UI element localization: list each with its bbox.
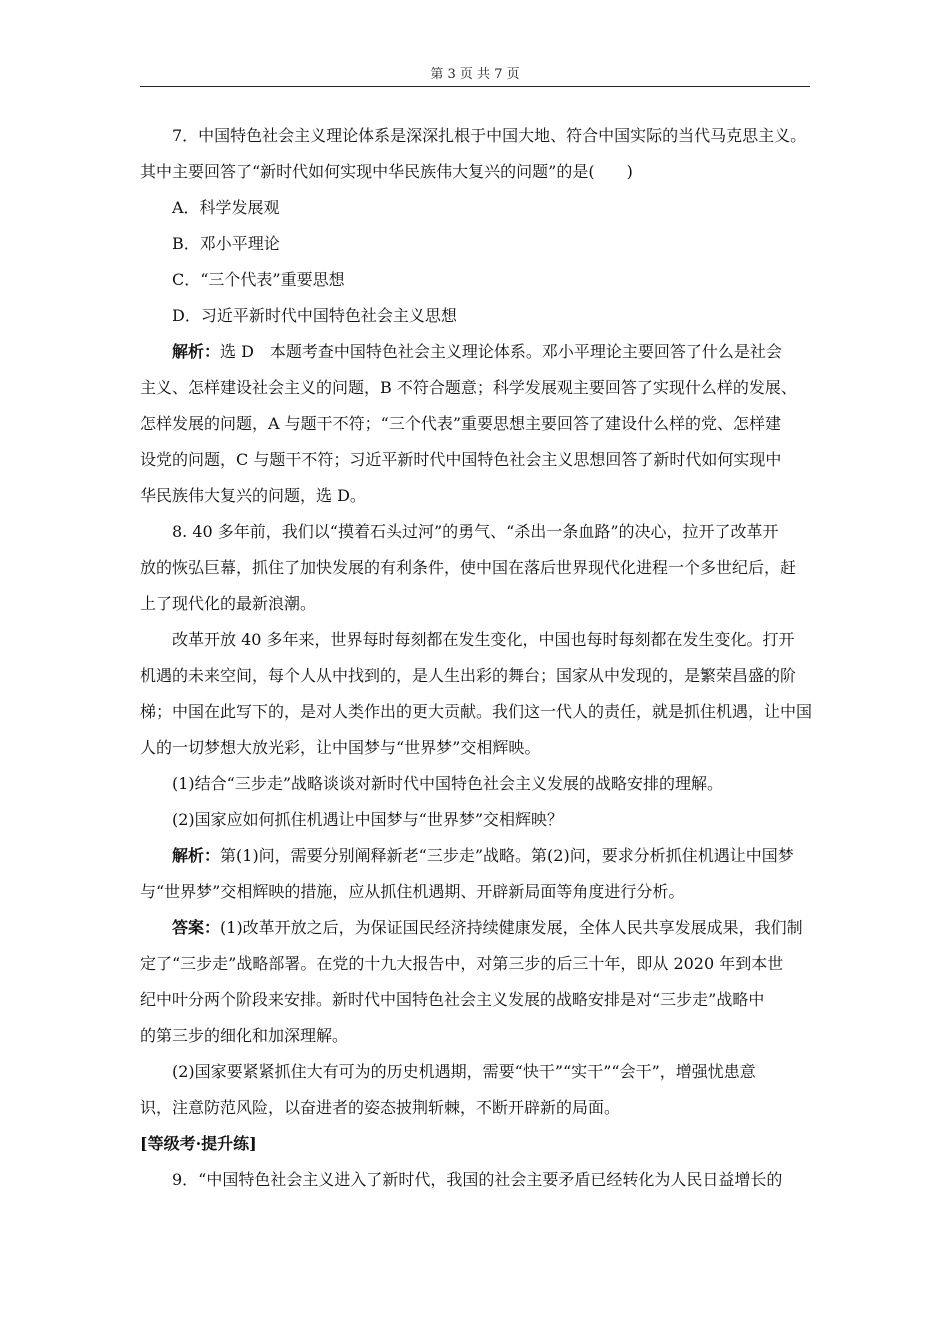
q8-material-1-line-2: 放的恢弘巨幕，抓住了加快发展的有利条件，使中国在落后世界现代化进程一个多世纪后，赶: [140, 558, 797, 577]
q7-analysis-line-3: 怎样发展的问题，A 与题干不符；“三个代表”重要思想主要回答了建设什么样的党、怎样建: [140, 414, 782, 433]
q8-subquestion-1: (1)结合“三步走”战略谈谈对新时代中国特色社会主义发展的战略安排的理解。: [172, 774, 724, 793]
q8-material-1-line-3: 上了现代化的最新浪潮。: [140, 594, 317, 613]
q8-analysis-line-2: 与“世界梦”交相辉映的措施，应从抓住机遇期、开辟新局面等角度进行分析。: [140, 882, 685, 901]
q8-answer-2-line-1: (2)国家要紧紧抓住大有可为的历史机遇期，需要“快干”“实干”“会干”，增强忧患意: [172, 1062, 756, 1081]
q8-analysis-label: 解析：: [172, 846, 221, 865]
q8-answer-1-line-4: 的第三步的细化和加深理解。: [140, 1026, 349, 1045]
q7-analysis-line-4: 设党的问题，C 与题干不符；习近平新时代中国特色社会主义思想回答了新时代如何实现中: [140, 450, 782, 469]
q7-option-d: D．习近平新时代中国特色社会主义思想: [172, 306, 457, 325]
header-divider: [140, 86, 810, 87]
q8-analysis-line-1: [140, 838, 812, 874]
section-title: [等级考·提升练]: [140, 1134, 257, 1153]
q8-answer-1-line-2: 定了“三步走”战略部署。在党的十九大报告中，对第三步的后三十年，即从 2020 年到本世: [140, 954, 784, 973]
q8-material-1-line-1: 8. 40 多年前，我们以“摸着石头过河”的勇气、“杀出一条血路”的决心，拉开了改革开: [172, 522, 779, 541]
q7-stem-line-1: 7．中国特色社会主义理论体系是深深扎根于中国大地、符合中国实际的当代马克思主义。: [172, 126, 807, 145]
q8-answer-label: 答案：: [172, 918, 221, 937]
q7-option-c: C．“三个代表”重要思想: [172, 270, 345, 289]
q7-analysis-text-1: 选 D 本题考查中国特色社会主义理论体系。邓小平理论主要回答了什么是社会: [220, 342, 782, 361]
q8-answer-1-line-1: [140, 910, 812, 946]
page-header: 第 3 页 共 7 页: [430, 67, 520, 82]
q8-analysis-text-1: 第(1)问，需要分别阐释新老“三步走”战略。第(2)问，要求分析抓住机遇让中国梦: [220, 846, 794, 865]
q7-option-b: B．邓小平理论: [172, 234, 280, 253]
q7-option-a: A．科学发展观: [172, 198, 280, 217]
q8-answer-1-line-3: 纪中叶分两个阶段来安排。新时代中国特色社会主义发展的战略安排是对“三步走”战略中: [140, 990, 765, 1009]
q8-material-2-line-3: 梯；中国在此写下的，是对人类作出的更大贡献。我们这一代人的责任，就是抓住机遇，让中国: [140, 702, 813, 721]
document-body: [140, 118, 812, 1198]
q8-material-2-line-2: 机遇的未来空间，每个人从中找到的，是人生出彩的舞台；国家从中发现的，是繁荣昌盛的阶: [140, 666, 797, 685]
q8-material-2-line-4: 人的一切梦想大放光彩，让中国梦与“世界梦”交相辉映。: [140, 738, 541, 757]
q7-stem-line-2: 其中主要回答了“新时代如何实现中华民族伟大复兴的问题”的是( ): [140, 162, 633, 181]
q8-material-2-line-1: 改革开放 40 多年来，世界每时每刻都在发生变化，中国也每时每刻都在发生变化。打开: [172, 630, 795, 649]
q7-analysis-line-1: [140, 334, 812, 370]
q7-analysis-label: 解析：: [172, 342, 221, 361]
q7-analysis-line-2: 主义、怎样建设社会主义的问题，B 不符合题意；科学发展观主要回答了实现什么样的发展、: [140, 378, 797, 397]
q8-answer-1-text-1: (1)改革开放之后，为保证国民经济持续健康发展，全体人民共享发展成果，我们制: [220, 918, 803, 937]
q8-answer-2-line-2: 识，注意防范风险，以奋进者的姿态披荆斩棘，不断开辟新的局面。: [140, 1098, 621, 1117]
q9-stem-line-1: 9．“中国特色社会主义进入了新时代，我国的社会主要矛盾已经转化为人民日益增长的: [172, 1170, 783, 1189]
q8-subquestion-2: (2)国家应如何抓住机遇让中国梦与“世界梦”交相辉映？: [172, 810, 564, 829]
q7-analysis-line-5: 华民族伟大复兴的问题，选 D。: [140, 486, 366, 505]
